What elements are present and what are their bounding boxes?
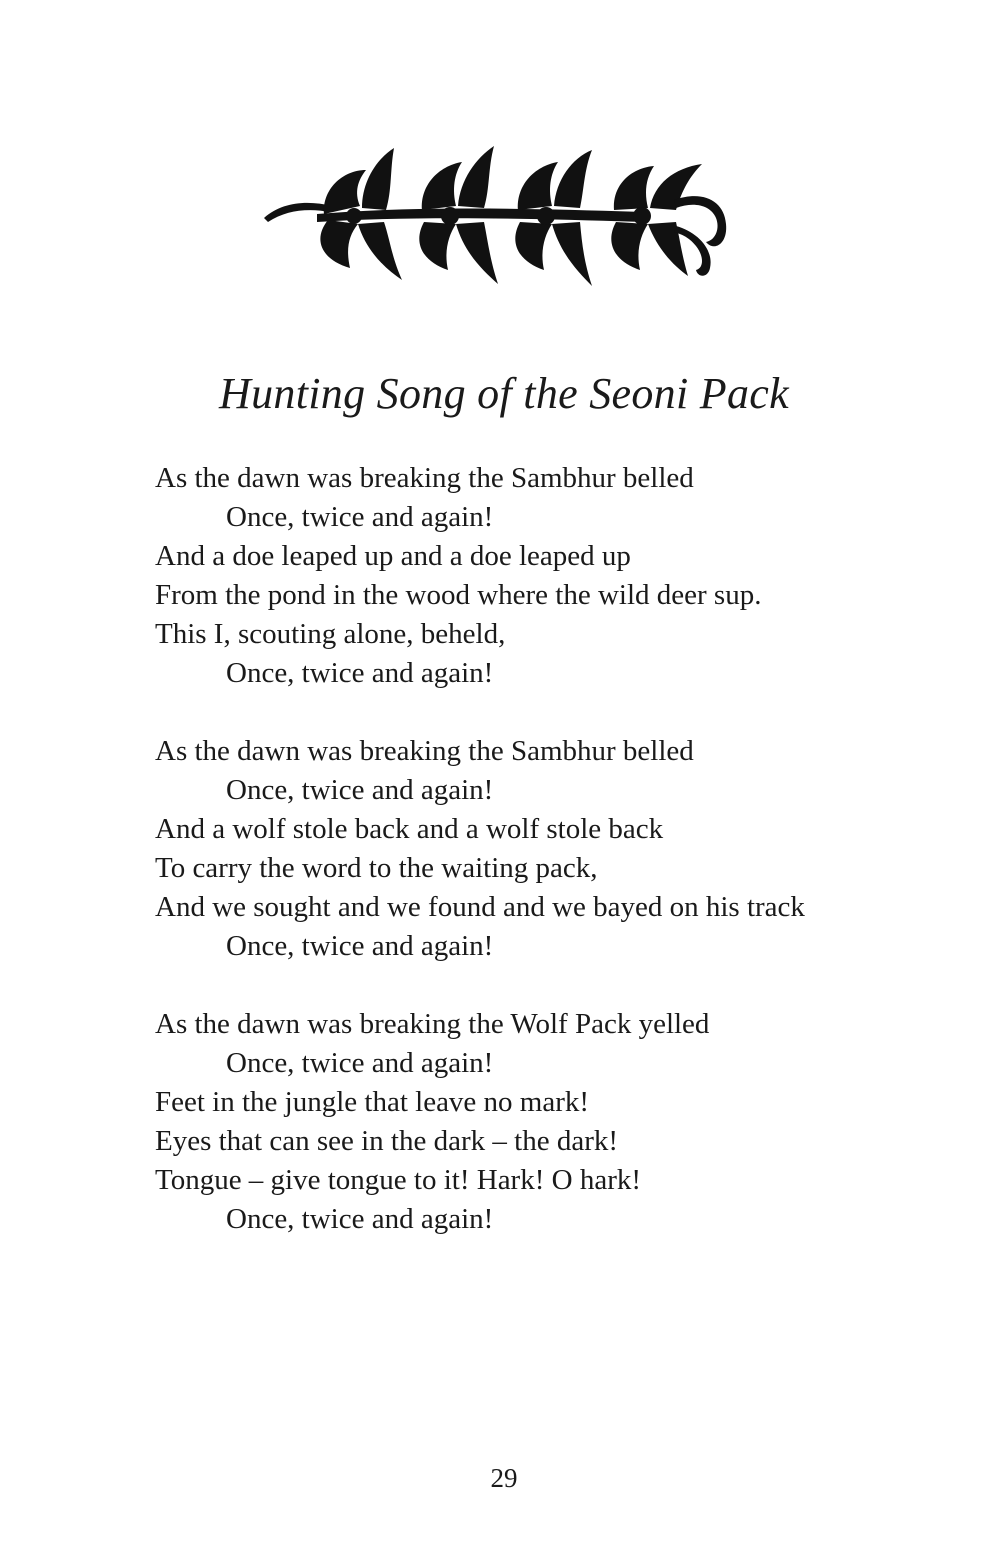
stanza [155,1005,945,1239]
page-number: 29 [490,1463,518,1493]
stanza [155,459,945,693]
refrain-line: Once, twice and again! [226,774,494,806]
poem-line: As the dawn was breaking the Wolf Pack yelled [155,1008,710,1040]
poem-line: Eyes that can see in the dark – the dark! [155,1125,619,1157]
poem-line: As the dawn was breaking the Sambhur belled [155,462,694,494]
poem-line: Tongue – give tongue to it! Hark! O hark! [155,1164,642,1196]
poem-line: And a wolf stole back and a wolf stole back [155,813,664,845]
poem-line: And a doe leaped up and a doe leaped up [155,540,631,572]
refrain-line: Once, twice and again! [226,930,494,962]
poem-line: As the dawn was breaking the Sambhur belled [155,735,694,767]
poem-body [155,459,945,1278]
leaf-vine-ornament-icon [262,140,732,300]
poem-title: Hunting Song of the Seoni Pack [219,369,789,418]
stanza [155,732,945,966]
poem-line: To carry the word to the waiting pack, [155,852,598,884]
poem-line: This I, scouting alone, beheld, [155,618,506,650]
poem-line: And we sought and we found and we bayed on his track [155,891,805,923]
refrain-line: Once, twice and again! [226,657,494,689]
poem-line: Feet in the jungle that leave no mark! [155,1086,590,1118]
refrain-line: Once, twice and again! [226,1203,494,1235]
refrain-line: Once, twice and again! [226,501,494,533]
refrain-line: Once, twice and again! [226,1047,494,1079]
poem-line: From the pond in the wood where the wild deer sup. [155,579,762,611]
